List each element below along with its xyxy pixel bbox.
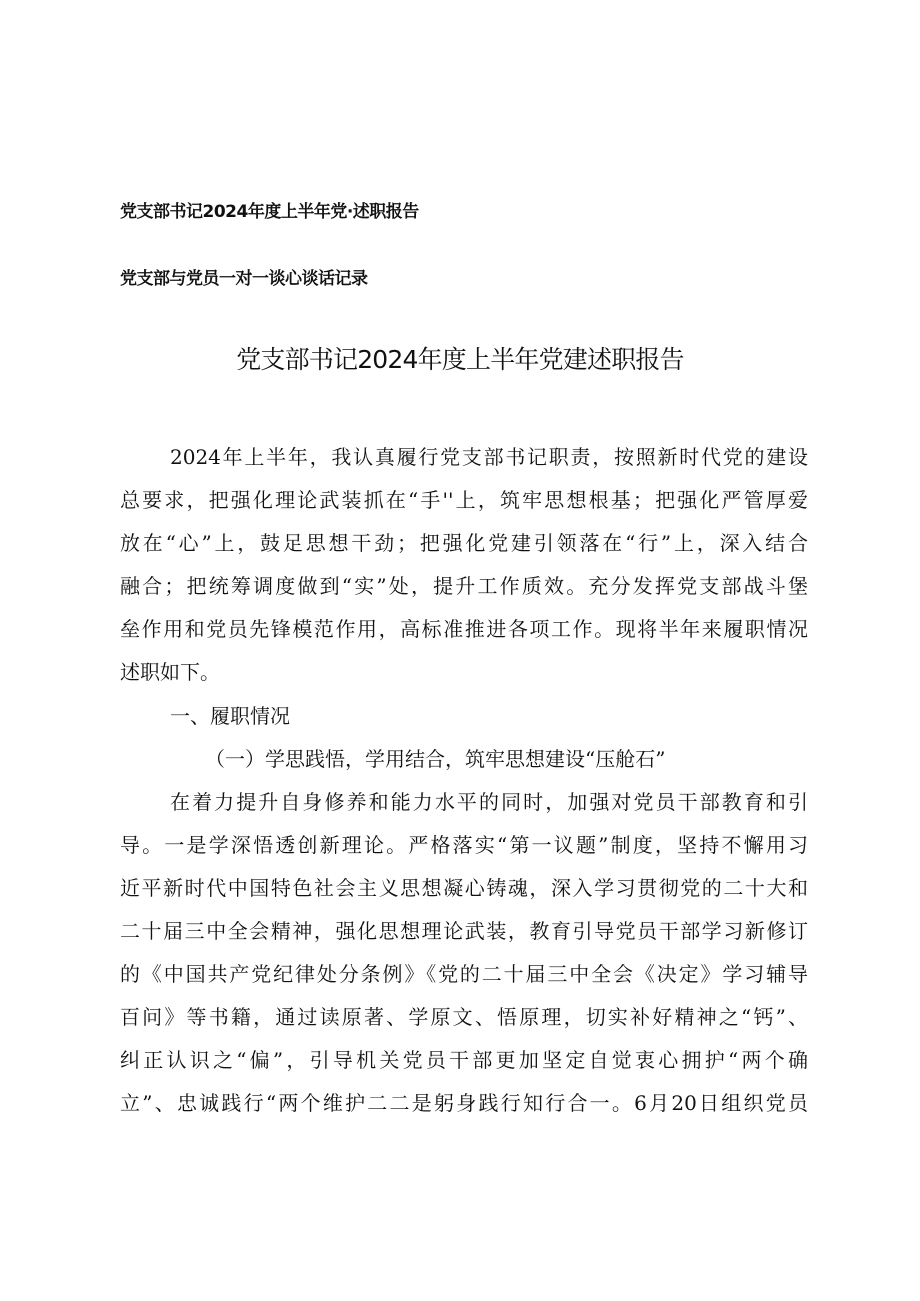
- section-heading: 一、履职情况: [170, 704, 290, 728]
- para2-line-2: 导。一是学深悟透创新理论。严格落实“第一议题”制度，坚持不懈用习: [120, 833, 808, 857]
- header-line-1: 党支部书记2024年度上半年党·述职报告: [120, 202, 419, 222]
- document-title: 党支部书记2024年度上半年党建述职报告: [236, 345, 684, 374]
- para2-line-8: 立”、忠诚践行“两个维护二二是躬身践行知行合一。6月20日组织党员: [120, 1091, 808, 1115]
- intro-line-1: 2024年上半年，我认真履行党支部书记职责，按照新时代党的建设: [170, 445, 808, 469]
- para2-line-6: 百问》等书籍，通过读原著、学原文、悟原理，切实补好精神之“钙”、: [120, 1005, 808, 1029]
- para2-line-4: 二十届三中全会精神，强化思想理论武装，教育引导党员干部学习新修订: [120, 919, 808, 943]
- intro-line-6: 述职如下。: [120, 660, 220, 684]
- para2-line-1: 在着力提升自身修养和能力水平的同时，加强对党员干部教育和引: [170, 790, 808, 814]
- intro-line-3: 放在“心”上，鼓足思想干劲；把强化党建引领落在“行”上，深入结合: [120, 531, 808, 555]
- intro-line-4: 融合；把统筹调度做到“实”处，提升工作质效。充分发挥党支部战斗堡: [120, 574, 808, 598]
- para2-line-5: 的《中国共产党纪律处分条例》《党的二十届三中全会《决定》学习辅导: [120, 962, 808, 986]
- para2-line-7: 纠正认识之“偏”，引导机关党员干部更加坚定自觉衷心拥护“两个确: [120, 1048, 808, 1072]
- intro-line-5: 垒作用和党员先锋模范作用，高标准推进各项工作。现将半年来履职情况: [120, 617, 808, 641]
- para2-line-3: 近平新时代中国特色社会主义思想凝心铸魂，深入学习贯彻党的二十大和: [120, 876, 808, 900]
- intro-line-2: 总要求，把强化理论武装抓在“手''上，筑牢思想根基；把强化严管厚爱: [120, 488, 808, 512]
- header-line-2: 党支部与党员一对一谈心谈话记录: [120, 269, 368, 289]
- subsection-heading: （一）学思践悟，学用结合，筑牢思想建设“压舱石”: [205, 747, 666, 771]
